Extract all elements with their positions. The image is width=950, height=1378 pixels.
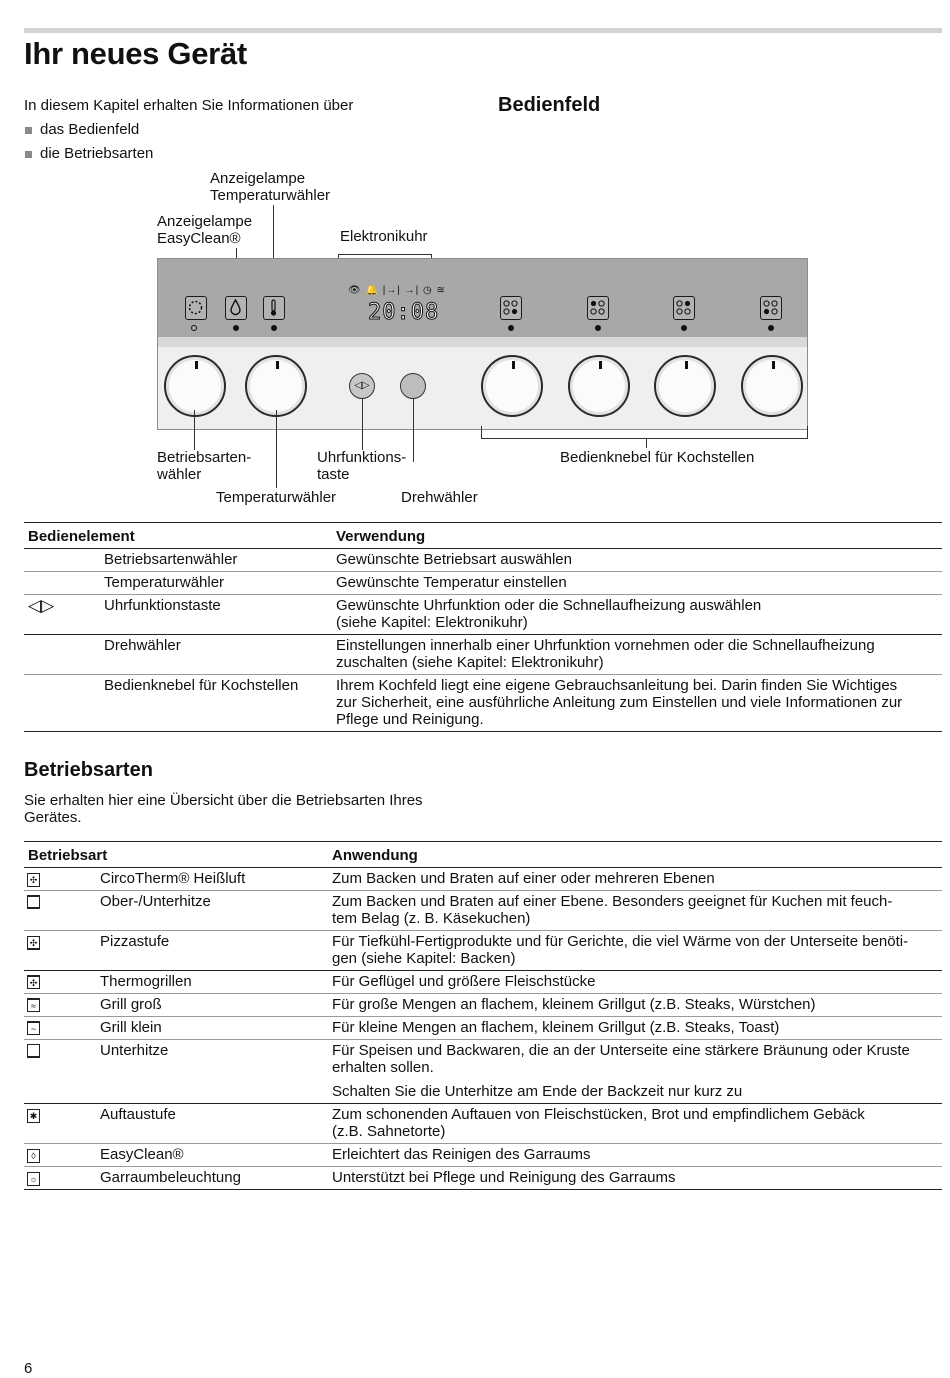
modes-table [24, 841, 942, 1190]
hob-zone-icon [760, 296, 782, 320]
leader-line [194, 410, 195, 450]
table-row: ◊ EasyClean® Erleichtert das Reinigen des Garraums [24, 1144, 942, 1167]
table-header-row [24, 842, 942, 868]
table-row: Unterhitze Für Speisen und Backwaren, die an der Unterseite eine stärkere Bräunung oder Kruste erhalten sollen. Schalten Sie die Unterhitze am Ende der Backzeit nur kurz zu [24, 1040, 942, 1104]
table-header: Bedienelement [24, 523, 336, 549]
top-bottom-heat-icon [27, 895, 40, 909]
bottom-heat-icon [27, 1044, 40, 1058]
table-row: ✣ CircoTherm® Heißluft Zum Backen und Braten auf einer oder mehreren Ebenen [24, 868, 942, 891]
grill-large-icon: ≈ [27, 998, 40, 1012]
top-rule [24, 28, 942, 33]
leader-line [646, 438, 647, 448]
hob-zone-icon [500, 296, 522, 320]
clock-button-symbol-icon: ◁▷ [24, 595, 104, 635]
table-row: ✣ Thermogrillen Für Geflügel und größere Fleischstücke [24, 971, 942, 994]
indicator-lamp-hob [681, 325, 687, 331]
controls-table [24, 522, 942, 732]
indicator-lamp-hob [595, 325, 601, 331]
hob-zone-icon [673, 296, 695, 320]
temperature-selector-knob[interactable] [245, 355, 307, 417]
leader-bracket [481, 438, 808, 439]
leader-line [413, 398, 414, 462]
label-lamp-easyclean: Anzeigelampe EasyClean® [157, 213, 253, 247]
page-title: Ihr neues Gerät [24, 36, 247, 71]
table-header: Anwendung [332, 842, 942, 868]
table-header-row [24, 523, 942, 549]
thermometer-icon [263, 296, 285, 320]
panel-strip [158, 337, 807, 347]
indicator-lamp-easyclean [233, 325, 239, 331]
label-hob-knobs: Bedienknebel für Kochstellen [560, 449, 755, 466]
table-row: ◁▷ Uhrfunktionstaste Gewünschte Uhrfunktion oder die Schnellaufheizung auswählen (siehe Kapitel: Elektronikuhr) [24, 595, 942, 635]
table-row: Temperaturwähler Gewünschte Temperatur einstellen [24, 572, 942, 595]
table-row: Drehwähler Einstellungen innerhalb einer Uhrfunktion vornehmen oder die Schnellaufheizung zuschalten (siehe Kapitel: Elektronikuhr) [24, 635, 942, 675]
hob-zone-icon [587, 296, 609, 320]
page-number: 6 [24, 1360, 33, 1377]
bullet-square-icon [25, 127, 32, 134]
leader-bracket [338, 254, 432, 255]
intro-text: In diesem Kapitel erhalten Sie Informationen über [24, 97, 354, 114]
oven-light-icon: ☼ [27, 1172, 40, 1186]
clock-function-button[interactable]: ◁▷ [349, 373, 375, 399]
table-row: ≈ Grill groß Für große Mengen an flachem, kleinem Grillgut (z.B. Steaks, Würstchen) [24, 994, 942, 1017]
table-row: ✣ Pizzastufe Für Tiefkühl-Fertigprodukte und für Gerichte, die viel Wärme von der Unterseite benöti- gen (siehe Kapitel: Backen) [24, 931, 942, 971]
label-clock-function-button: Uhrfunktions- taste [317, 449, 407, 483]
hob-knob[interactable] [654, 355, 716, 417]
control-panel [157, 258, 808, 430]
table-row: ~ Grill klein Für kleine Mengen an flachem, kleinem Grillgut (z.B. Steaks, Toast) [24, 1017, 942, 1040]
thermogrill-icon: ✣ [27, 975, 40, 989]
drop-icon [225, 296, 247, 320]
label-lamp-temp: Anzeigelampe Temperaturwähler [210, 170, 331, 204]
label-temperature-selector: Temperaturwähler [216, 489, 337, 506]
betriebsarten-intro: Sie erhalten hier eine Übersicht über die Betriebsarten Ihres Gerätes. [24, 792, 423, 826]
leader-line [807, 426, 808, 438]
leader-line [362, 398, 363, 450]
pizza-icon: ✣ [27, 936, 40, 950]
table-row: Ober-/Unterhitze Zum Backen und Braten auf einer Ebene. Besonders geeignet für Kuchen mit feuch- tem Belag (z. B. Käsekuchen) [24, 891, 942, 931]
section-heading-betriebsarten: Betriebsarten [24, 759, 153, 781]
intro [24, 94, 353, 166]
leader-line [481, 426, 482, 438]
hob-knob[interactable] [568, 355, 630, 417]
easyclean-mode-icon [185, 296, 207, 320]
table-header: Betriebsart [24, 842, 332, 868]
clock-time-display: 20:08 [368, 300, 440, 325]
indicator-lamp-hob [508, 325, 514, 331]
easyclean-icon: ◊ [27, 1149, 40, 1163]
label-rotary-selector: Drehwähler [401, 489, 478, 506]
hob-knob[interactable] [481, 355, 543, 417]
label-mode-selector: Betriebsarten- wähler [157, 449, 252, 483]
hob-knob[interactable] [741, 355, 803, 417]
rotary-selector[interactable] [400, 373, 426, 399]
indicator-lamp-hob [768, 325, 774, 331]
indicator-lamp-temperature [271, 325, 277, 331]
table-row: Bedienknebel für Kochstellen Ihrem Kochfeld liegt eine eigene Gebrauchsanleitung bei. Darin finden Sie Wichtiges zur Sicherheit, eine ausführliche Anleitung zum Einstellen und viele Informationen zur Pflege und Reinigung. [24, 675, 942, 732]
bullet-item: die Betriebsarten [24, 142, 353, 166]
leader-line [276, 410, 277, 488]
mode-selector-knob[interactable] [164, 355, 226, 417]
table-row: Betriebsartenwähler Gewünschte Betriebsart auswählen [24, 549, 942, 572]
grill-small-icon: ~ [27, 1021, 40, 1035]
table-row: ✱ Auftaustufe Zum schonenden Auftauen von Fleischstücken, Brot und empfindlichem Gebäck (z.B. Sahnetorte) [24, 1104, 942, 1144]
indicator-lamp-off [191, 325, 197, 331]
defrost-icon: ✱ [27, 1109, 40, 1123]
table-header: Verwendung [336, 523, 942, 549]
fan-icon: ✣ [27, 873, 40, 887]
table-row: ☼ Garraumbeleuchtung Unterstützt bei Pflege und Reinigung des Garraums [24, 1167, 942, 1190]
label-clock: Elektronikuhr [340, 228, 428, 245]
clock-function-icons: 👁 🔔 |→| →| ◷ ≋ [348, 285, 446, 296]
display-area [158, 259, 807, 337]
section-heading-bedienfeld: Bedienfeld [498, 94, 601, 116]
bullet-item: das Bedienfeld [24, 118, 353, 142]
bullet-square-icon [25, 151, 32, 158]
